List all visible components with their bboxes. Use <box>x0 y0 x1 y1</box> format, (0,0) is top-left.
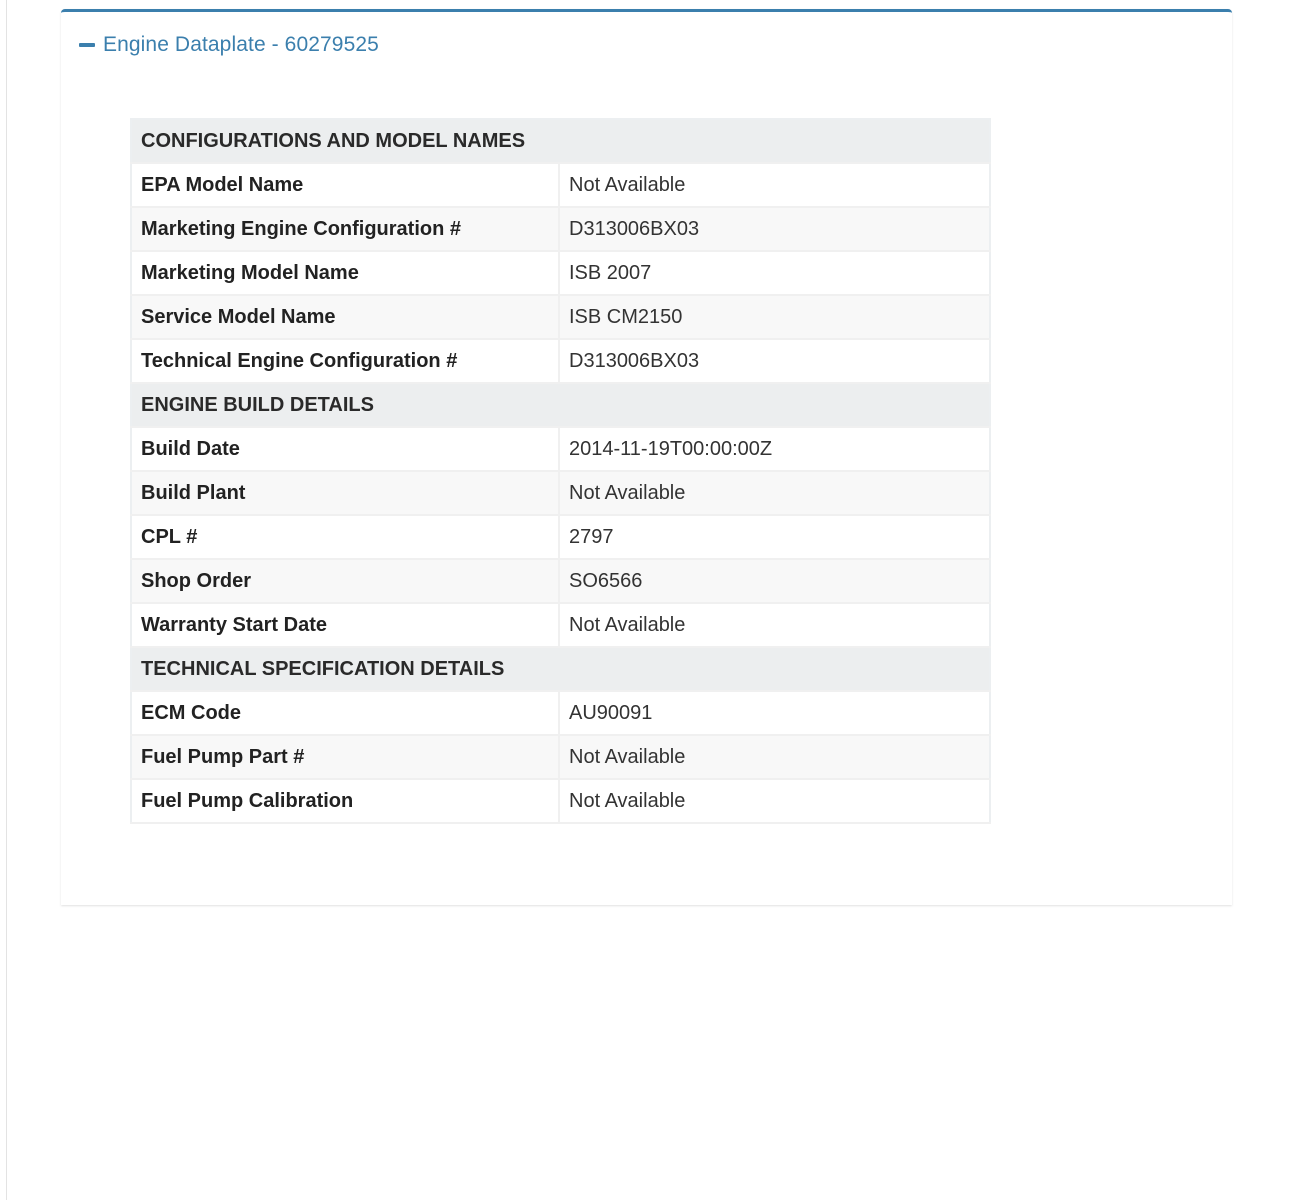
section-heading: TECHNICAL SPECIFICATION DETAILS <box>131 647 990 691</box>
table-row <box>131 251 990 295</box>
row-label: ECM Code <box>131 691 559 735</box>
row-label: Service Model Name <box>131 295 559 339</box>
table-row <box>131 691 990 735</box>
row-label: Warranty Start Date <box>131 603 559 647</box>
table-row <box>131 207 990 251</box>
row-label: Shop Order <box>131 559 559 603</box>
panel-title[interactable]: Engine Dataplate - 60279525 <box>103 33 379 56</box>
row-label: Marketing Model Name <box>131 251 559 295</box>
table-row <box>131 559 990 603</box>
row-value: Not Available <box>559 603 990 647</box>
row-value: SO6566 <box>559 559 990 603</box>
table-row <box>131 295 990 339</box>
row-label: Fuel Pump Part # <box>131 735 559 779</box>
page-left-border <box>6 0 7 1200</box>
row-value: ISB 2007 <box>559 251 990 295</box>
row-label: Fuel Pump Calibration <box>131 779 559 823</box>
row-value: Not Available <box>559 735 990 779</box>
row-label: EPA Model Name <box>131 163 559 207</box>
section-header-configurations <box>131 119 990 163</box>
table-row <box>131 163 990 207</box>
row-label: CPL # <box>131 515 559 559</box>
row-value: Not Available <box>559 163 990 207</box>
row-value: 2014-11-19T00:00:00Z <box>559 427 990 471</box>
panel-header-toggle[interactable] <box>79 32 379 58</box>
row-value: 2797 <box>559 515 990 559</box>
section-heading: ENGINE BUILD DETAILS <box>131 383 990 427</box>
row-label: Build Plant <box>131 471 559 515</box>
row-value: ISB CM2150 <box>559 295 990 339</box>
engine-dataplate-panel <box>61 9 1232 905</box>
section-header-engine-build <box>131 383 990 427</box>
table-row <box>131 471 990 515</box>
row-label: Technical Engine Configuration # <box>131 339 559 383</box>
minus-icon[interactable] <box>79 43 95 47</box>
row-value: Not Available <box>559 471 990 515</box>
table-row <box>131 779 990 823</box>
table-row <box>131 735 990 779</box>
row-value: Not Available <box>559 779 990 823</box>
table-row <box>131 339 990 383</box>
table-row <box>131 515 990 559</box>
row-label: Marketing Engine Configuration # <box>131 207 559 251</box>
row-label: Build Date <box>131 427 559 471</box>
row-value: D313006BX03 <box>559 207 990 251</box>
row-value: AU90091 <box>559 691 990 735</box>
section-header-technical-spec <box>131 647 990 691</box>
row-value: D313006BX03 <box>559 339 990 383</box>
engine-spec-table <box>130 118 991 824</box>
table-row <box>131 427 990 471</box>
section-heading: CONFIGURATIONS AND MODEL NAMES <box>131 119 990 163</box>
table-row <box>131 603 990 647</box>
